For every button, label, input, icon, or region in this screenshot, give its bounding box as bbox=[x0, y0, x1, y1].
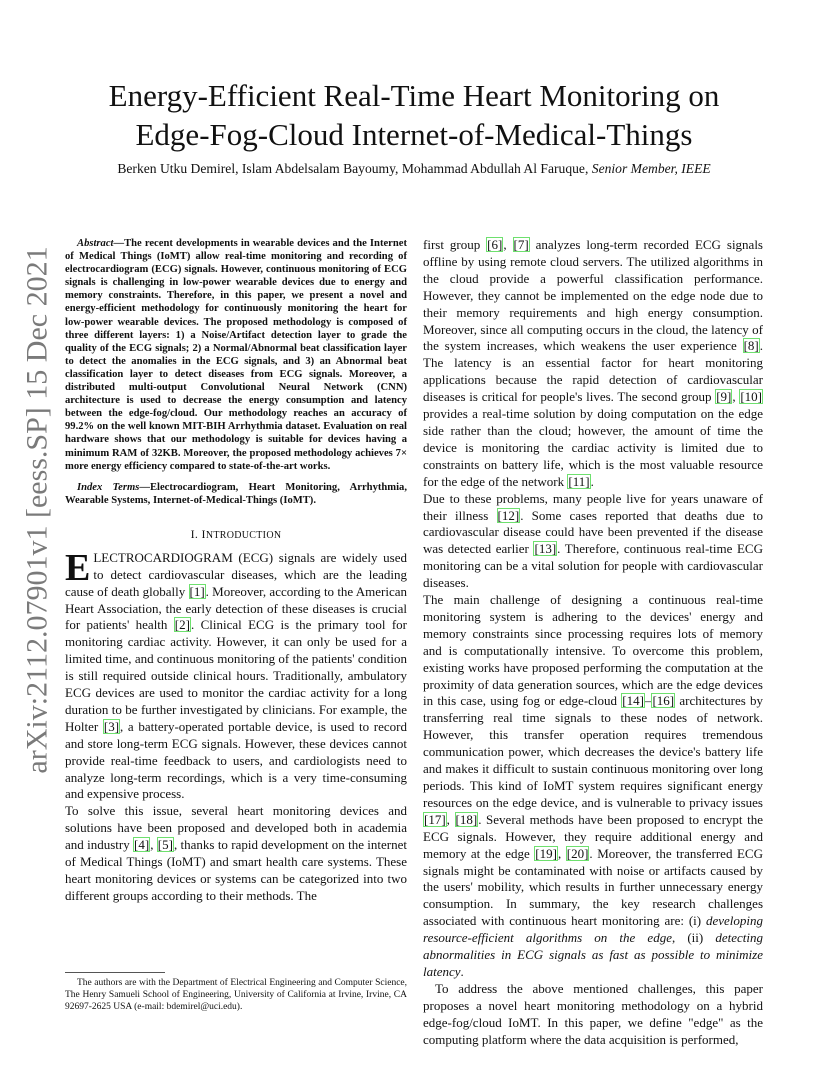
right-paragraph-3 bbox=[423, 592, 763, 981]
text-span: analyzes long-term recorded ECG signals offline by using remote cloud servers. The utilized algorithms in the cloud provide a powerful classification performance. However, they cannot be implemented on the edge node due to their memory requirements and high energy consumption. Moreover, since all computing occurs in the cloud, the latency of the system increases, which weakens the user experience bbox=[423, 237, 763, 354]
title-line-1: Energy-Efficient Real-Time Heart Monitoring on bbox=[108, 78, 720, 113]
citation-link[interactable]: [2] bbox=[174, 617, 190, 633]
arxiv-stamp: arXiv:2112.07901v1 [eess.SP] 15 Dec 2021 bbox=[21, 246, 54, 774]
text-span: , thanks to rapid development on the internet of Medical Things (IoMT) and smart health care systems. These heart monitoring devices or systems can be categorized into two different groups according to their methods. The bbox=[65, 837, 408, 903]
section-title-rest: NTRODUCTION bbox=[205, 529, 282, 541]
arxiv-stamp-container bbox=[16, 246, 60, 774]
citation-link[interactable]: [10] bbox=[740, 389, 762, 405]
right-paragraph-4: To address the above mentioned challenges, this paper proposes a novel heart monitoring methodology on a hybrid edge-fog/cloud IoMT. In this paper, we define "edge" as the computing platform where the data acquisition is performed, bbox=[423, 980, 763, 1047]
text-span: , (ii) bbox=[671, 930, 716, 946]
text-span: , a battery-operated portable device, is used to record and store long-term ECG signals. However, these devices cannot provide real-time feedback to users, and cardiologists need to analyze long-term recordings, which is a very time-consuming and expensive process. bbox=[65, 718, 407, 802]
citation-link[interactable]: [4] bbox=[134, 837, 150, 853]
text-span: provides a real-time solution by doing computation on the edge side rather than the cloud; however, the amount of time the device is monitoring the cardiac activity is limited due to constraints on battery life, which is the most valuable resource for the edge of the network bbox=[423, 406, 763, 489]
abstract-label: Abstract bbox=[77, 238, 114, 249]
text-span: LECTROCARDIOGRAM (ECG) signals are widely used to detect cardiovascular diseases, which are the leading cause of death globally bbox=[65, 549, 407, 599]
citation-link[interactable]: [8] bbox=[743, 338, 759, 354]
section-number: I. bbox=[190, 526, 199, 541]
title-line-2: Edge-Fog-Cloud Internet-of-Medical-Things bbox=[135, 117, 693, 152]
section-heading bbox=[65, 526, 407, 545]
footnote: The authors are with the Department of Electrical Engineering and Computer Science, The Henry Samueli School of Engineering, University of California at Irvine, Irvine, CA 92697-2625 USA (e-mail: bdemirel@uci.edu). bbox=[65, 978, 407, 1012]
intro-paragraph-1 bbox=[65, 546, 408, 804]
citation-link[interactable]: [9] bbox=[716, 389, 732, 405]
citation-link[interactable]: [11] bbox=[568, 473, 590, 489]
right-column bbox=[423, 237, 763, 1049]
paper-title bbox=[40, 76, 788, 154]
text-span: Due to these problems, many people live for years unaware of their illness bbox=[423, 490, 763, 523]
citation-link[interactable]: [18] bbox=[455, 811, 478, 827]
text-span: . bbox=[460, 963, 464, 979]
abstract-text: —The recent developments in wearable devices and the Internet of Medical Things (IoMT) allow real-time monitoring and recording of electrocardiogram (ECG) signals. However, continuous monitoring of ECG signals is challenging in low-power wearable devices due to energy and memory constraints. Therefore, in this paper, we present a novel and energy-efficient methodology for continuously monitoring the heart for low-power wearable devices. The proposed methodology is composed of three different layers: 1) a Noise/Artifact detection layer to grade the quality of the ECG signals; 2) a Normal/Abnormal beat classification layer to detect the anomalies in the ECG signals, and 3) an Abnormal beat classification layer to detect diseases from ECG signals. Moreover, a distributed multi-output Convolutional Neural Network (CNN) architecture is used to decrease the energy consumption and latency between the edge-fog/cloud. Our methodology reaches an accuracy of 99.2% on the well known MIT-BIH Arrhythmia dataset. Evaluation on real hardware shows that our methodology is suitable for devices having a minimum RAM of 32KB. Moreover, the proposed methodology achieves 7× more energy efficiency compared to state-of-the-art works. bbox=[65, 238, 407, 472]
emphasis-text: detecting abnormalities in ECG signals as fast as possible to minimize latency bbox=[423, 930, 763, 979]
citation-link[interactable]: [13] bbox=[534, 541, 557, 557]
citation-link[interactable]: [17] bbox=[424, 811, 446, 827]
drop-cap: E bbox=[65, 546, 91, 589]
authors-names: Berken Utku Demirel, Islam Abdelsalam Bayoumy, Mohammad Abdullah Al Faruque, bbox=[117, 161, 589, 176]
text-span: . Therefore, continuous real-time ECG monitoring can be a vital solution for people with cardiovascular diseases. bbox=[423, 541, 763, 591]
citation-link[interactable]: [14] bbox=[622, 693, 644, 709]
text-span: , bbox=[732, 389, 740, 405]
text-span: . The latency is an essential factor for heart monitoring applications because the rapid detection of cardiovascular diseases is critical for people's lives. The second group bbox=[423, 338, 763, 405]
abstract bbox=[65, 237, 407, 473]
text-span: , bbox=[503, 237, 513, 252]
index-terms bbox=[65, 481, 407, 507]
right-paragraph-1 bbox=[423, 237, 763, 491]
text-span: . Moreover, the transferred ECG signals might be contaminated with noise or artifacts caused by the users' mobility, which results in further unnecessary energy consumption. In summary, the key research challenges associated with continuous heart monitoring are: (i) bbox=[423, 845, 763, 929]
text-span: . bbox=[590, 473, 594, 489]
citation-link[interactable]: [3] bbox=[103, 718, 120, 734]
author-role: Senior Member, IEEE bbox=[591, 161, 711, 176]
citation-link[interactable]: [1] bbox=[189, 583, 205, 599]
text-span: – bbox=[644, 693, 652, 709]
emphasis-text: developing resource-efficient algorithms on the edge bbox=[423, 913, 763, 946]
text-span: The main challenge of designing a continuous real-time monitoring system is adhering to the devices' energy and memory constraints since processing requires lots of memory and is computationally intensive. To overcome this problem, existing works have proposed performing the computation at the proximity of data generation sources, which are the edge devices in this case, using fog or edge-cloud bbox=[423, 592, 763, 709]
text-span: first group bbox=[423, 237, 487, 252]
text-span: , bbox=[557, 845, 566, 861]
citation-link[interactable]: [12] bbox=[497, 507, 520, 523]
citation-link[interactable]: [19] bbox=[535, 845, 557, 861]
citation-link[interactable]: [20] bbox=[566, 845, 589, 861]
text-span: To solve this issue, several heart monitoring devices and solutions have been proposed and developed both in academia and industry bbox=[65, 803, 407, 853]
text-span: , bbox=[150, 837, 157, 853]
citation-link[interactable]: [16] bbox=[652, 693, 675, 709]
left-column bbox=[65, 237, 407, 905]
text-span: . Moreover, according to the American Heart Association, the early detection of these diseases is crucial for patients' health bbox=[65, 583, 407, 633]
citation-link[interactable]: [5] bbox=[157, 837, 173, 853]
citation-link[interactable]: [7] bbox=[513, 237, 529, 252]
text-span: . Clinical ECG is the primary tool for monitoring cardiac activity. However, it can only be used for a limited time, and continuous monitoring of the patients' condition is still required outside clinical hours. Traditionally, ambulatory ECG devices are used to monitor the cardiac activity for a long duration to be further investigated by clinicians. For example, the Holter bbox=[65, 617, 408, 734]
text-span: . Several methods have been proposed to encrypt the ECG signals. However, they require additional energy and memory at the edge bbox=[423, 811, 764, 861]
text-span: , bbox=[446, 811, 455, 827]
text-span: architectures by transferring real time signals to these nodes of network. However, this transfer operation requires tremendous communication power, which decreases the device's battery life and makes it difficult to sustain continuous monitoring over long periods. This kind of IoMT system requires significant energy resources on the edge device, and is vulnerable to privacy issues bbox=[423, 693, 764, 810]
footnote-rule bbox=[65, 972, 165, 973]
intro-paragraph-2 bbox=[65, 803, 407, 904]
author-list bbox=[40, 160, 788, 178]
section-title-first: I bbox=[201, 526, 206, 541]
text-span: . Some cases reported that deaths due to cardiovascular disease could have been prevented if the disease was detected earlier bbox=[423, 507, 764, 557]
index-terms-text: —Electrocardiogram, Heart Monitoring, Arrhythmia, Wearable Systems, Internet-of-Medical-Things (IoMT). bbox=[65, 481, 407, 506]
citation-link[interactable]: [6] bbox=[487, 237, 503, 252]
index-terms-label: Index Terms bbox=[77, 481, 140, 493]
right-paragraph-2 bbox=[423, 491, 763, 592]
